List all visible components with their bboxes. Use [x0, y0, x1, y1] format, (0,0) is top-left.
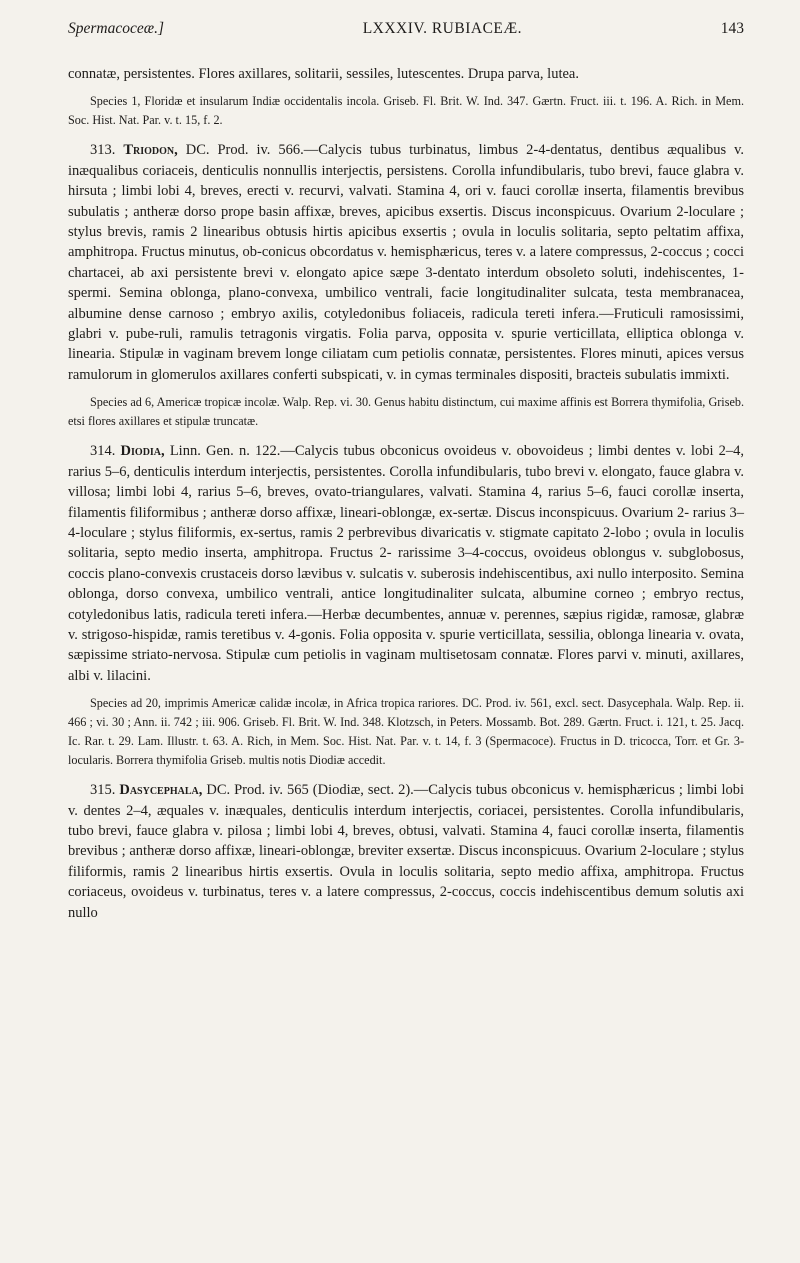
note-paragraph: Species ad 6, Americæ tropicæ incolæ. Walp. Rep. vi. 30. Genus habitu distinctum, cui maxime affinis est Borrera thymifolia, Griseb. etsi flores axillares et stipulæ truncatæ.	[68, 395, 744, 429]
note-paragraph: Species 1, Floridæ et insularum Indiæ occidentalis incola. Griseb. Fl. Brit. W. Ind. 347. Gærtn. Fruct. iii. t. 196. A. Rich. in Mem. Soc. Hist. Nat. Par. v. t. 15, f. 2.	[68, 94, 744, 128]
entry-number: 314.	[90, 443, 116, 460]
genus-name: Diodia,	[120, 443, 165, 460]
body-paragraph: connatæ, persistentes. Flores axillares, solitarii, sessiles, lutescentes. Drupa parva, lutea.	[68, 66, 579, 82]
entry-number: 313.	[90, 142, 116, 159]
genus-entry-dasycephala: 315. Dasycephala, DC. Prod. iv. 565 (Diodiæ, sect. 2).—Calycis tubus obconicus v. hemisphæricus ; limbi lobi v. dentes 2–4, æquales v. inæquales, denticulis interdum interjectis, coriacei, persistentes. Corolla infundibularis, tubo brevi, fauce glabra v. pilosa ; limbi lobi 4, breves, obtusi, valvati. Stamina 4, fauci corollæ inserta, filamentis brevibus ; antheræ dorso affixæ, lineari-oblongæ, breviter exsertæ. Discus inconspicuus. Ovarium 2-loculare ; stylus filiformis, ramis 2 linearibus hirtis exsertis. Ovula in loculis solitaria, septo medio affixa, amphitropa. Fructus coriaceus, ovoideus v. turbinatus, teres v. a latere compressus, 2-coccus, coccis indehiscentibus demum solutis axi nullo	[68, 782, 744, 921]
family-title: LXXXIV. RUBIACEÆ.	[362, 20, 523, 37]
genus-name: Dasycephala,	[119, 782, 203, 799]
entry-number: 315.	[90, 782, 116, 799]
page-number: 143	[720, 20, 744, 37]
section-title: Spermacoceæ.]	[68, 20, 164, 37]
note-paragraph: Species ad 20, imprimis Americæ calidæ incolæ, in Africa tropica rariores. DC. Prod. iv. 561, excl. sect. Dasycephala. Walp. Rep. ii. 466 ; vi. 30 ; Ann. ii. 742 ; iii. 906. Griseb. Fl. Brit. W. Ind. 348. Klotzsch, in Peters. Mossamb. Bot. 289. Gærtn. Fruct. i. 121, t. 25. Jacq. Ic. Rar. t. 29. Lam. Illustr. t. 63. A. Rich, in Mem. Soc. Hist. Nat. Par. v. t. 14, f. 3 (Spermacoce). Fructus in D. tricocca, Torr. et Gr. 3-locularis. Borrera thymifolia Griseb. multis notis Diodiæ accedit.	[68, 696, 744, 768]
genus-entry-diodia: 314. Diodia, Linn. Gen. n. 122.—Calycis tubus obconicus ovoideus v. obovoideus ; limbi dentes v. lobi 2–4, rarius 5–6, denticulis interdum interjectis, persistentes. Corolla infundibularis, tubo brevi v. elongato, fauce glabra v. villosa; limbi lobi 4, rarius 5–6, breves, ovato-triangulares, valvati. Stamina 4, rarius 5–6, fauci corollæ inserta, filamentis filiformibus ; antheræ dorso affixæ, lineari-oblongæ, ex-sertæ. Discus inconspicuus. Ovarium 2- rarius 3–4-loculare ; stylus filiformis, ex-sertus, ramis 2 perbrevibus divaricatis v. stigmate capitato 2-lobo ; ovula in loculis solitaria, septo medio inserta, amphitropa. Fructus 2- rarissime 3–4-coccus, ovoideus oblongus v. subglobosus, coccis plano-convexis crustaceis dorso lævibus v. sulcatis v. suberosis indehiscentibus, axi nullo interposito. Semina oblonga, dorso convexa, umbilico ventrali, antice longitudinaliter sulcata, albumine corneo ; embryo rectus, cotyledonibus latis, radicula tereti infera.—Herbæ decumbentes, annuæ v. perennes, sæpius rigidæ, ramosæ, glabræ v. strigoso-hispidæ, ramis teretibus v. 4-gonis. Folia opposita v. spurie verticillata, sessilia, oblonga linearia v. ovata, sæpissime striato-nervosa. Stipulæ cum petiolis in vaginam multisetosam connatæ. Flores parvi v. minuti, axillares, albi v. lilacini.	[68, 443, 745, 684]
genus-entry-triodon: 313. Triodon, DC. Prod. iv. 566.—Calycis tubus turbinatus, limbus 2-4-dentatus, dentibus æqualibus v. inæqualibus coriaceis, denticulis nonnullis interjectis, persistens. Corolla infundibularis, tubo brevi, fauce glabra v. hirsuta ; limbi lobi 4, breves, erecti v. recurvi, valvati. Stamina 4, ori v. fauci corollæ inserta, filamentis brevibus subulatis ; antheræ dorso prope basin affixæ, breves, apicibus exsertis. Discus inconspicuus. Ovarium 2-loculare ; stylus brevis, ramis 2 linearibus obtusis hirtis apicibus exsertis ; ovula in loculis solitaria, septo peltatim affixa, amphitropa. Fructus minutus, ob-conicus obcordatus v. hemisphæricus, teres v. a latere compressus, 2-coccus ; cocci chartacei, ab axi persistente brevi v. elongato apice sæpe 3-dentato interdum obsoleto soluti, indehiscentes, 1-spermi. Semina oblonga, plano-convexa, umbilico ventrali, facie longitudinaliter sulcata, testa membranacea, albumine dense carnoso ; embryo axilis, cotyledonibus foliaceis, radicula tereti infera.—Fruticuli ramosissimi, glabri v. pube-ruli, ramulis tetragonis virgatis. Folia parva, opposita v. spurie verticillata, elliptica oblonga v. linearia. Stipulæ in vaginam brevem longe ciliatam cum petiolis connatæ, persistentes. Flores minuti, apices versus ramulorum in glomerulos axillares conferti subspicati, v. in cymas terminales dispositi, bracteis subulatis immixti.	[68, 142, 744, 383]
running-header	[68, 20, 744, 50]
genus-name: Triodon,	[123, 142, 178, 159]
